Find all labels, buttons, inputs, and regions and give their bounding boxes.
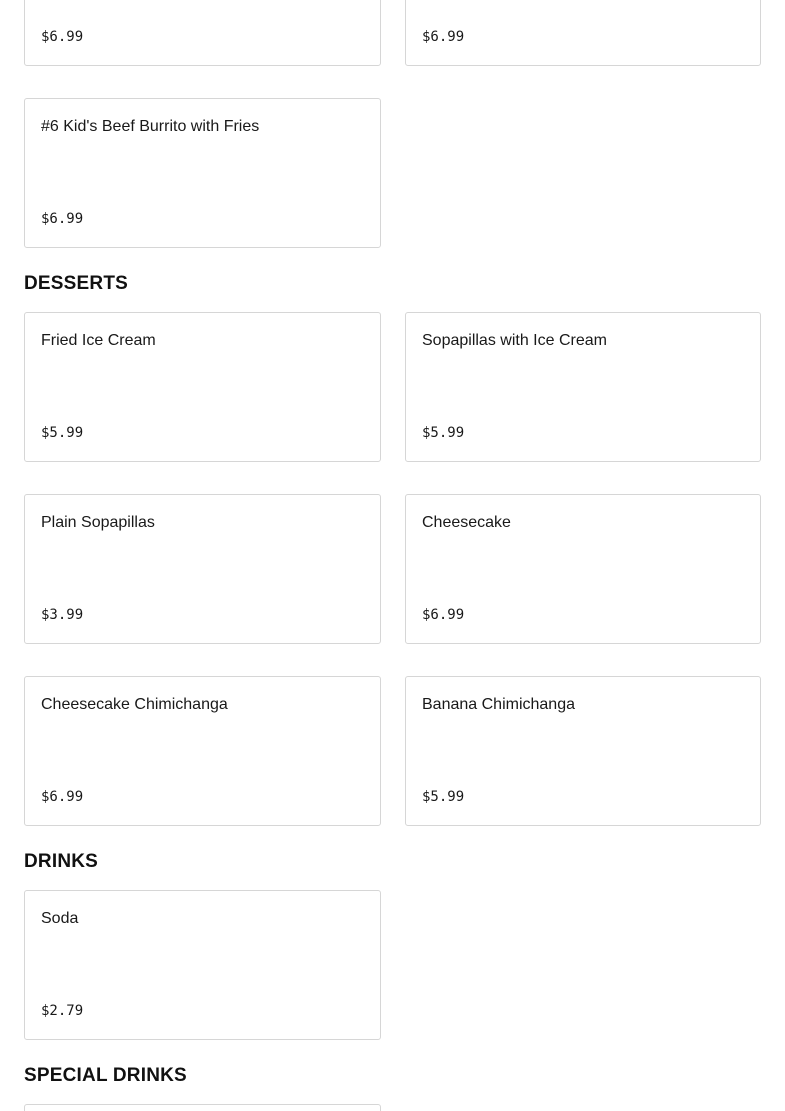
menu-item-card[interactable]	[24, 1104, 381, 1111]
section-title-special-drinks: SPECIAL DRINKS	[24, 1065, 187, 1086]
menu-item-card[interactable]	[24, 98, 381, 248]
menu-item-card[interactable]	[405, 494, 761, 644]
menu-item-name: Soda	[41, 910, 79, 927]
menu-item-card[interactable]	[24, 312, 381, 462]
menu-item-name: Banana Chimichanga	[422, 696, 575, 713]
menu-item-price: $6.99	[422, 607, 465, 623]
menu-item-card[interactable]	[405, 676, 761, 826]
menu-item-card[interactable]	[24, 676, 381, 826]
section-title-desserts: DESSERTS	[24, 273, 129, 294]
menu-item-price: $6.99	[41, 211, 84, 227]
menu-item-card[interactable]	[405, 312, 761, 462]
menu-item-price: $5.99	[41, 425, 84, 441]
section-title-drinks: DRINKS	[24, 851, 99, 872]
menu-item-card[interactable]	[405, 0, 761, 66]
menu-item-card[interactable]	[24, 0, 381, 66]
menu-item-card[interactable]	[24, 890, 381, 1040]
menu-item-price: $6.99	[41, 29, 84, 45]
menu-item-name: #6 Kid's Beef Burrito with Fries	[41, 118, 260, 135]
menu-item-name: Fried Ice Cream	[41, 332, 156, 349]
menu-item-name: Cheesecake	[422, 514, 511, 531]
menu-item-price: $2.79	[41, 1003, 84, 1019]
menu-item-price: $6.99	[422, 29, 465, 45]
menu-item-name: Cheesecake Chimichanga	[41, 696, 228, 713]
menu-item-price: $6.99	[41, 789, 84, 805]
menu-item-card[interactable]	[24, 494, 381, 644]
menu-item-price: $5.99	[422, 789, 465, 805]
menu-item-price: $5.99	[422, 425, 465, 441]
menu-item-name: Plain Sopapillas	[41, 514, 155, 531]
menu-item-name: Sopapillas with Ice Cream	[422, 332, 607, 349]
menu-item-price: $3.99	[41, 607, 84, 623]
